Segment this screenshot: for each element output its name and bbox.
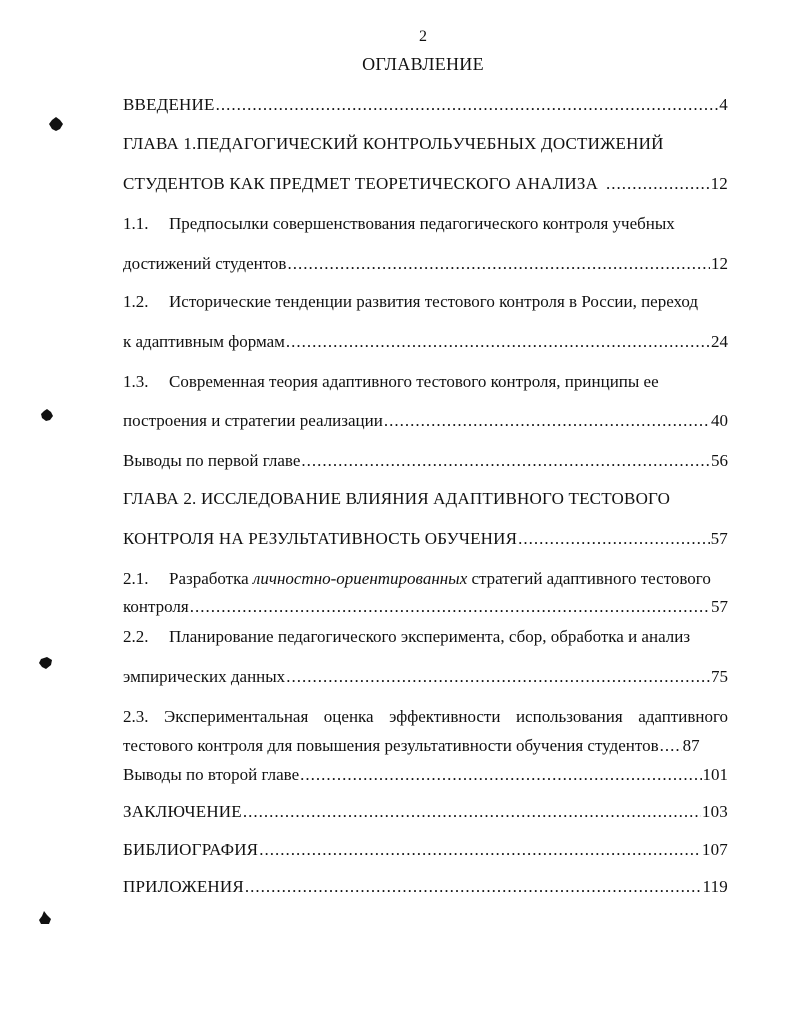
toc-entry-page: 103 [701, 802, 728, 821]
toc-section-1-1-line1 [123, 213, 728, 235]
toc-section-2-3-line1 [123, 706, 728, 728]
binding-hole-mark-1 [48, 116, 64, 132]
toc-entry-page: 119 [702, 877, 728, 896]
toc-entry-page: 107 [701, 840, 728, 859]
toc-entry-page: 40 [711, 411, 728, 430]
section-title: Предпосылки совершенствования педагогического контроля учебных [169, 214, 675, 233]
toc-section-1-3-line2 [123, 410, 728, 432]
toc-section-2-2-line1 [123, 626, 728, 648]
toc-entry-page: 87 [682, 736, 700, 755]
section-title: Экспериментальная оценка эффективности использования адаптивного [164, 707, 729, 726]
toc-section-1-2-line2 [123, 331, 728, 353]
toc-entry-page: 57 [711, 597, 728, 616]
section-number: 2.3. [123, 707, 149, 726]
toc-entry-title: Выводы по второй главе [123, 765, 300, 784]
toc-entry-title: контроля [123, 597, 189, 616]
toc-entry-page: 75 [711, 667, 728, 686]
toc-entry-title: достижений студентов [123, 254, 287, 273]
toc-entry-title: БИБЛИОГРАФИЯ [123, 840, 259, 859]
toc-conclusions-2 [123, 764, 728, 786]
toc-entry-title: ВВЕДЕНИЕ [123, 95, 215, 114]
toc-entry-page: 57 [710, 529, 728, 548]
toc-entry-intro [123, 94, 728, 116]
section-title-italic: личностно-ориентированных [252, 569, 468, 588]
section-number: 2.1. [123, 569, 149, 588]
toc-section-2-1-line1 [123, 568, 728, 590]
toc-conclusion [123, 801, 728, 823]
toc-entry-page: 12 [710, 174, 728, 193]
toc-entry-title: тестового контроля для повышения результативности обучения студентов [123, 736, 659, 755]
toc-section-1-2-line1 [123, 291, 728, 313]
toc-entry-page: 101 [702, 765, 728, 784]
toc-entry-page: 12 [711, 254, 728, 273]
page-number: 2 [419, 28, 427, 45]
section-title-end: стратегий адаптивного тестового [467, 569, 711, 588]
toc-chapter-2-line2 [123, 528, 728, 550]
toc-entry-title: КОНТРОЛЯ НА РЕЗУЛЬТАТИВНОСТЬ ОБУЧЕНИЯ [123, 529, 518, 548]
toc-entry-title: СТУДЕНТОВ КАК ПРЕДМЕТ ТЕОРЕТИЧЕСКОГО АНАЛИЗА [123, 174, 599, 193]
toc-title: ОГЛАВЛЕНИЕ [362, 54, 484, 74]
toc-entry-title: Выводы по первой главе [123, 451, 301, 470]
toc-conclusions-1 [123, 450, 728, 472]
binding-hole-mark-3 [38, 656, 54, 670]
toc-entry-title: построения и стратегии реализации [123, 411, 383, 430]
toc-section-2-1-line2 [123, 596, 728, 618]
section-number: 1.1. [123, 214, 149, 233]
toc-chapter-1-line1: ГЛАВА 1.ПЕДАГОГИЧЕСКИЙ КОНТРОЛЬУЧЕБНЫХ ДОСТИЖЕНИЙ [123, 134, 664, 153]
section-title: Планирование педагогического эксперимента, сбор, обработка и анализ [169, 627, 691, 646]
toc-entry-title: к адаптивным формам [123, 332, 285, 351]
toc-chapter-2-line1: ГЛАВА 2. ИССЛЕДОВАНИЕ ВЛИЯНИЯ АДАПТИВНОГО ТЕСТОВОГО [123, 489, 671, 508]
toc-section-2-3-line2 [123, 735, 728, 757]
toc-entry-page: 24 [711, 332, 728, 351]
toc-section-2-2-line2 [123, 666, 728, 688]
binding-hole-mark-2 [40, 408, 54, 422]
section-title: Современная теория адаптивного тестового контроля, принципы ее [169, 372, 659, 391]
section-number: 2.2. [123, 627, 149, 646]
section-number: 1.2. [123, 292, 149, 311]
toc-chapter-1-line2 [123, 173, 728, 195]
toc-entry-title: эмпирических данных [123, 667, 286, 686]
toc-bibliography [123, 839, 728, 861]
binding-hole-mark-4 [38, 910, 52, 926]
section-title: Исторические тенденции развития тестового контроля в России, переход [169, 292, 699, 311]
section-number: 1.3. [123, 372, 149, 391]
toc-entry-title: ЗАКЛЮЧЕНИЕ [123, 802, 242, 821]
toc-entry-page: 4 [719, 95, 728, 114]
toc-appendix [123, 876, 728, 898]
toc-entry-title: ПРИЛОЖЕНИЯ [123, 877, 244, 896]
toc-entry-page: 56 [711, 451, 728, 470]
section-title-start: Разработка [169, 569, 253, 588]
toc-section-1-3-line1 [123, 371, 728, 393]
toc-section-1-1-line2 [123, 253, 728, 275]
